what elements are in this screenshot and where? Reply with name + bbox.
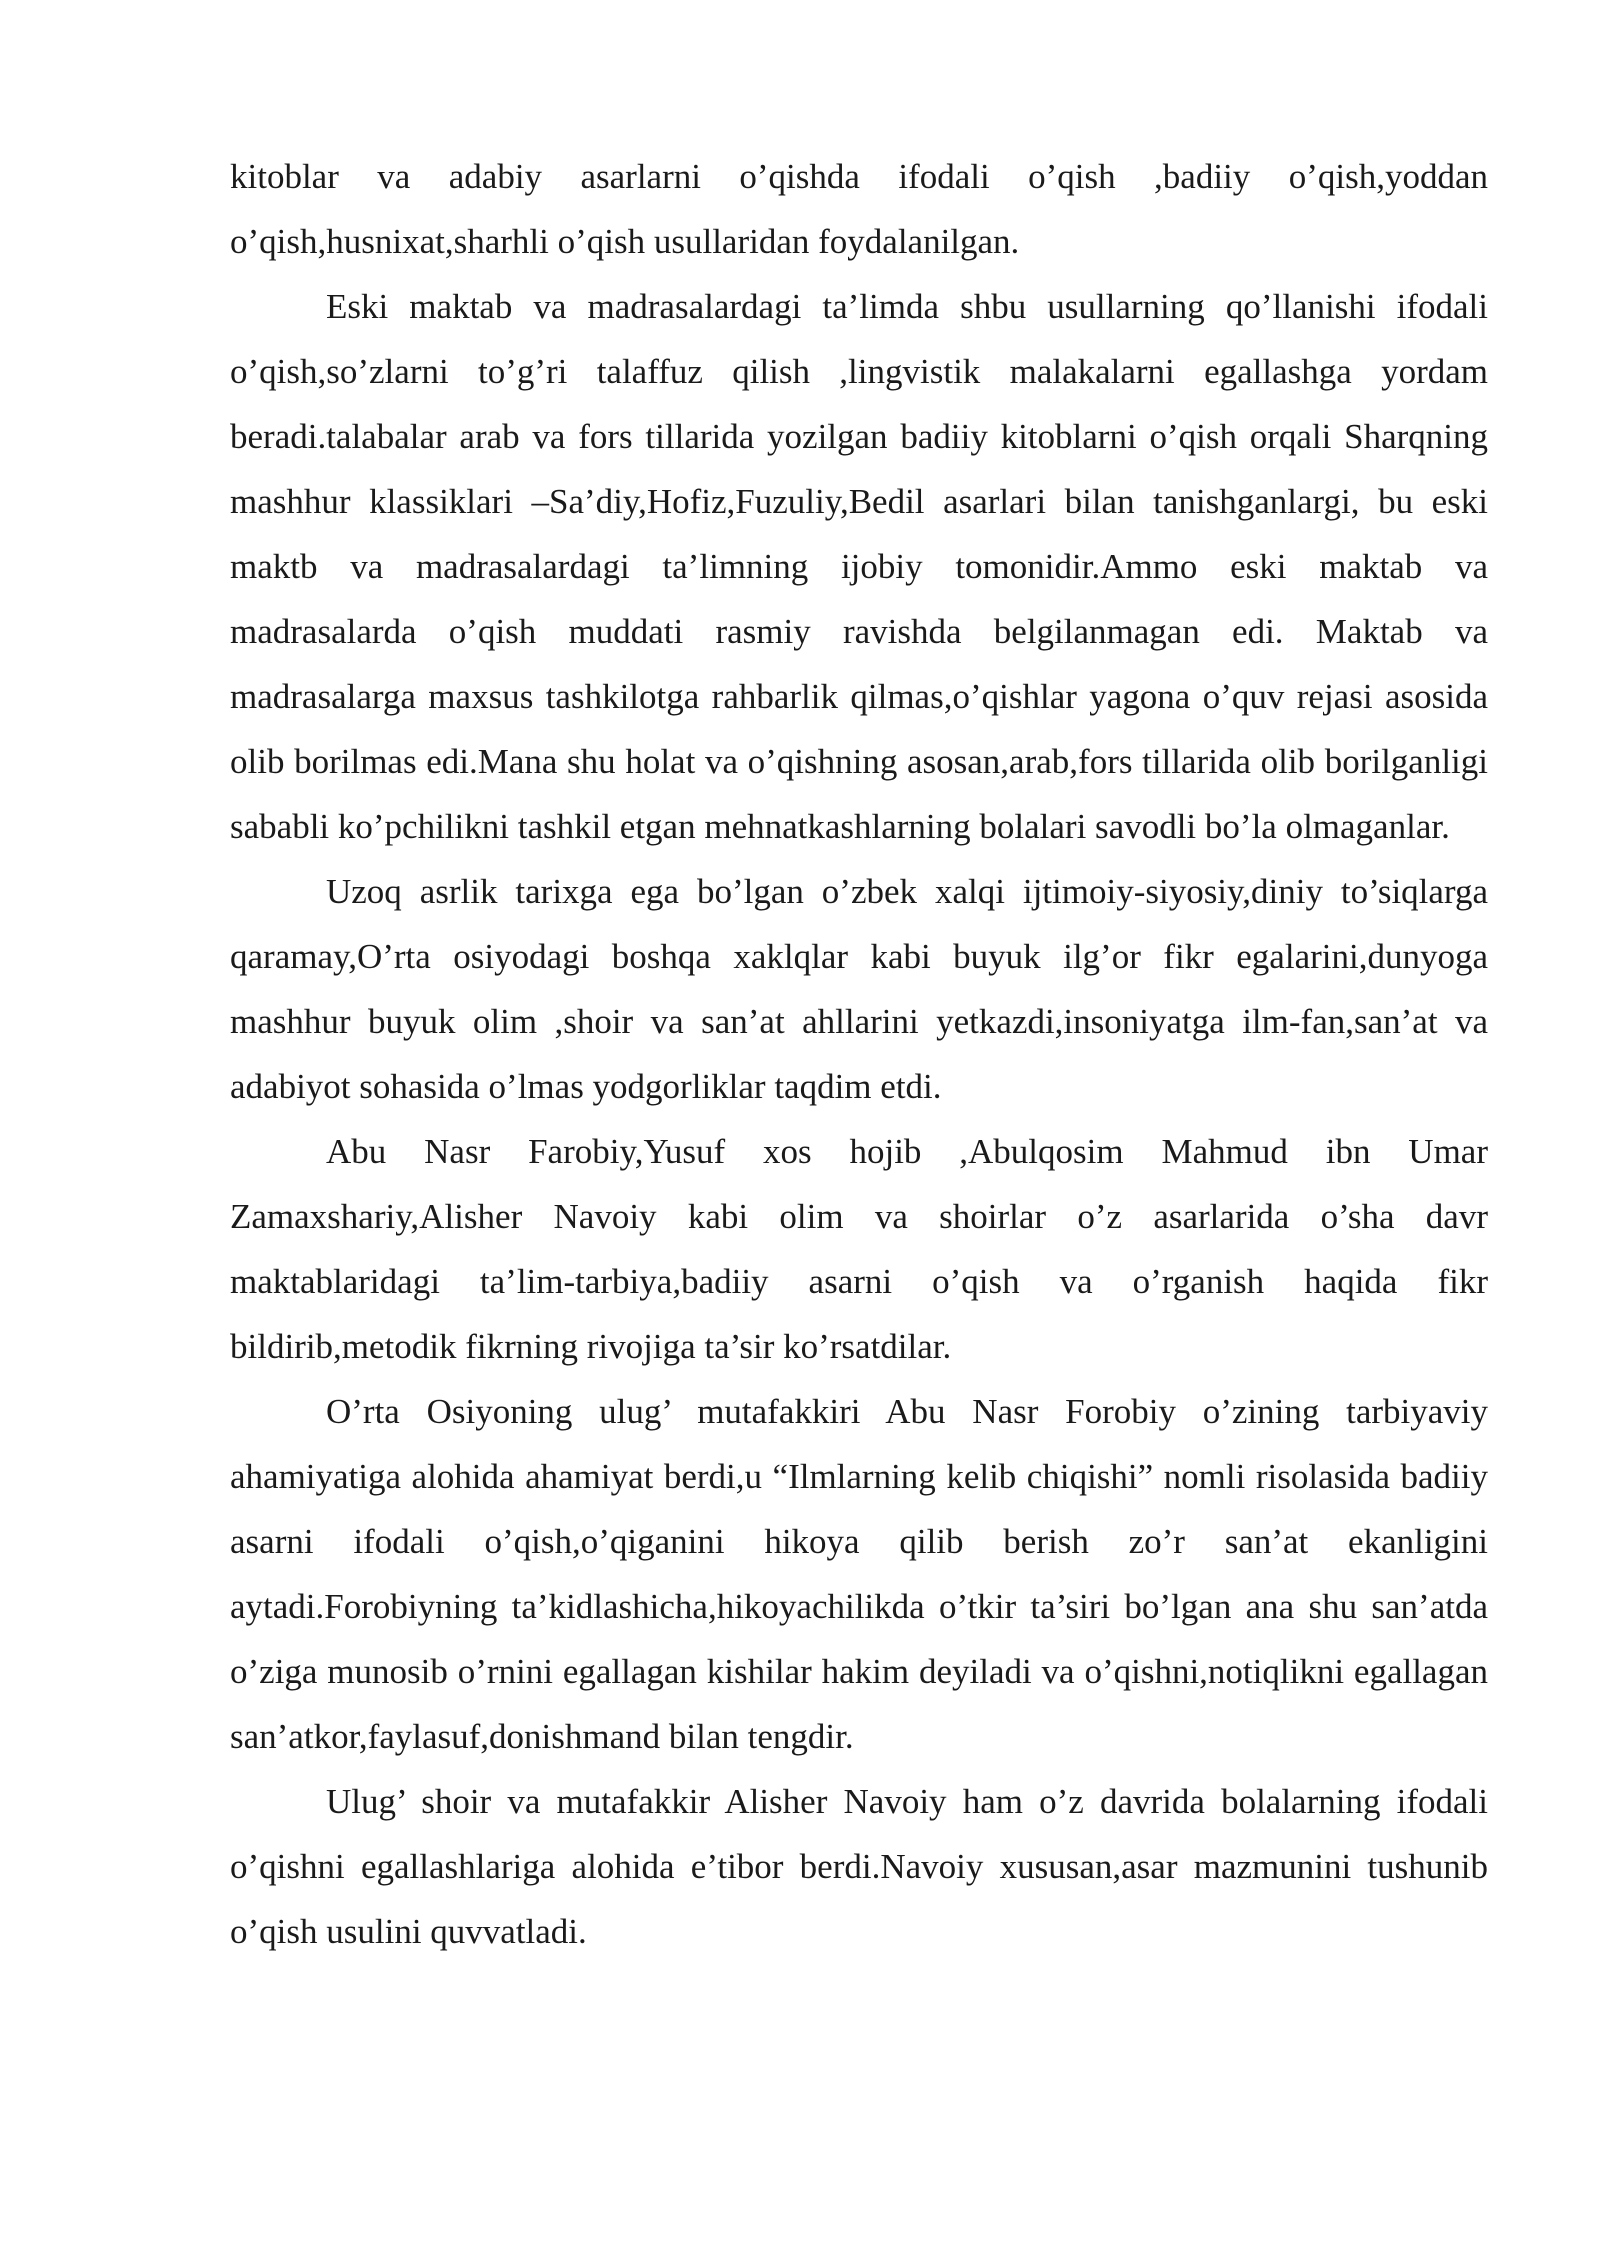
paragraph-2: Eski maktab va madrasalardagi ta’limda shbu usullarning qo’llanishi ifodali o’qish,so’zlarni to’g’ri talaffuz qilish ,lingvistik malakalarni egallashga yordam beradi.talabalar arab va fors tillarida yozilgan badiiy kitoblarni o’qish orqali Sharqning mashhur klassiklari –Sa’diy,Hofiz,Fuzuliy,Bedil asarlari bilan tanishganlargi, bu eski maktb va madrasalardagi ta’limning ijobiy tomonidir.Ammo eski maktab va madrasalarda o’qish muddati rasmiy ravishda belgilanmagan edi. Maktab va madrasalarga maxsus tashkilotga rahbarlik qilmas,o’qishlar yagona o’quv rejasi asosida olib borilmas edi.Mana shu holat va o’qishning asosan,arab,fors tillarida olib borilganligi sababli ko’pchilikni tashkil etgan mehnatkashlarning bolalari savodli bo’la olmaganlar.: [230, 287, 1488, 846]
paragraph-4: Abu Nasr Farobiy,Yusuf xos hojib ,Abulqosim Mahmud ibn Umar Zamaxshariy,Alisher Navoiy kabi olim va shoirlar o’z asarlarida o’sha davr maktablaridagi ta’lim-tarbiya,badiiy asarni o’qish va o’rganish haqida fikr bildirib,metodik fikrning rivojiga ta’sir ko’rsatdilar.: [230, 1132, 1488, 1366]
paragraph-6: Ulug’ shoir va mutafakkir Alisher Navoiy ham o’z davrida bolalarning ifodali o’qishni egallashlariga alohida e’tibor berdi.Navoiy xususan,asar mazmunini tushunib o’qish usulini quvvatladi.: [230, 1782, 1488, 1951]
paragraph-1: kitoblar va adabiy asarlarni o’qishda ifodali o’qish ,badiiy o’qish,yoddan o’qish,husnixat,sharhli o’qish usullaridan foydalanilgan.: [230, 157, 1488, 261]
paragraph-3: Uzoq asrlik tarixga ega bo’lgan o’zbek xalqi ijtimoiy-siyosiy,diniy to’siqlarga qaramay,O’rta osiyodagi boshqa xaklqlar kabi buyuk ilg’or fikr egalarini,dunyoga mashhur buyuk olim ,shoir va san’at ahllarini yetkazdi,insoniyatga ilm-fan,san’at va adabiyot sohasida o’lmas yodgorliklar taqdim etdi.: [230, 872, 1488, 1106]
body-text: [230, 144, 1488, 1964]
paragraph-5: O’rta Osiyoning ulug’ mutafakkiri Abu Nasr Forobiy o’zining tarbiyaviy ahamiyatiga alohida ahamiyat berdi,u “Ilmlarning kelib chiqishi” nomli risolasida badiiy asarni ifodali o’qish,o’qiganini hikoya qilib berish zo’r san’at ekanligini aytadi.Forobiyning ta’kidlashicha,hikoyachilikda o’tkir ta’siri bo’lgan ana shu san’atda o’ziga munosib o’rnini egallagan kishilar hakim deyiladi va o’qishni,notiqlikni egallagan san’atkor,faylasuf,donishmand bilan tengdir.: [230, 1392, 1488, 1756]
